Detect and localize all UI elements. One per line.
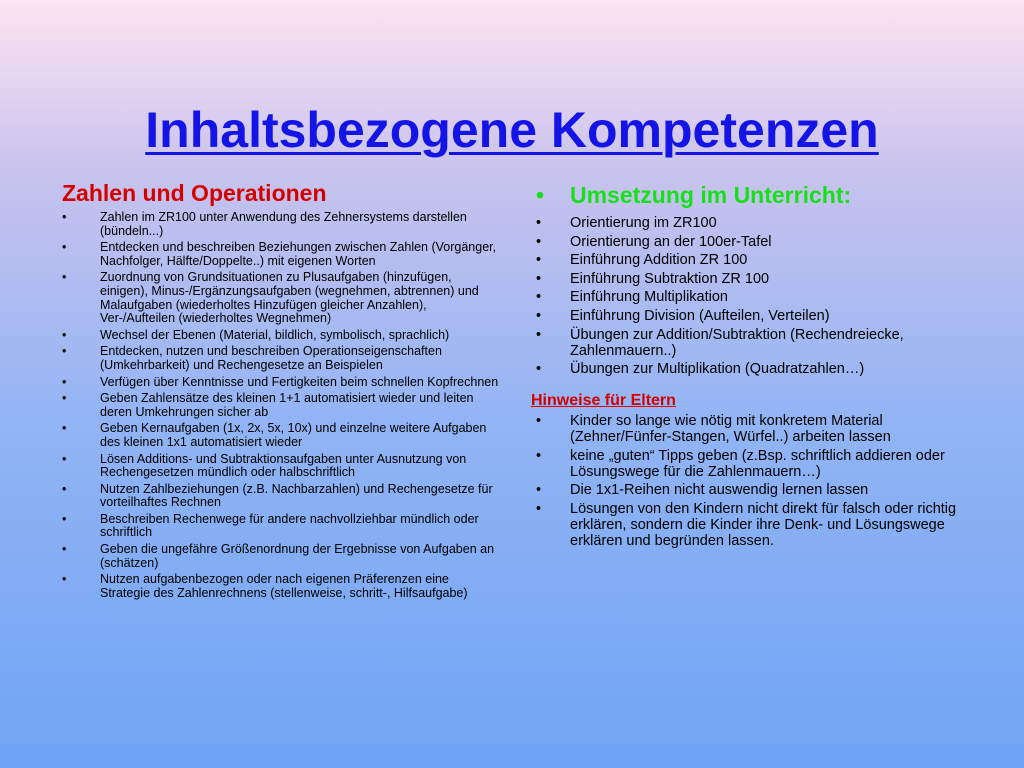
competence-item bbox=[62, 241, 502, 268]
lesson-topic-item bbox=[536, 252, 966, 268]
competence-item bbox=[62, 573, 502, 600]
bullet-icon: • bbox=[536, 233, 542, 250]
lesson-topic-item-text: Übungen zur Multiplikation (Quadratzahlen…) bbox=[570, 361, 865, 378]
lesson-topic-item-text: Übungen zur Addition/Subtraktion (Rechendreiecke, Zahlenmauern..) bbox=[570, 326, 904, 359]
competence-item-text: Lösen Additions- und Subtraktionsaufgaben unter Ausnutzung von Rechengesetzen mündlich oder halbschriftlich bbox=[100, 451, 467, 480]
lesson-topic-item bbox=[536, 234, 966, 250]
competence-item bbox=[62, 422, 502, 449]
parent-hint-item bbox=[536, 448, 966, 480]
parent-hint-item bbox=[536, 501, 966, 549]
lesson-topic-item-text: Einführung Multiplikation bbox=[570, 289, 728, 306]
competence-item bbox=[62, 392, 502, 419]
bullet-icon: • bbox=[62, 572, 67, 587]
competence-item bbox=[62, 376, 502, 390]
bullet-icon: • bbox=[536, 289, 542, 306]
bullet-icon: • bbox=[62, 511, 67, 526]
parent-hints-heading: Hinweise für Eltern bbox=[531, 392, 676, 410]
parent-hint-item-text: Die 1x1-Reihen nicht auswendig lernen lassen bbox=[570, 482, 869, 499]
bullet-icon: • bbox=[62, 210, 67, 224]
slide-title: Inhaltsbezogene Kompetenzen bbox=[145, 101, 879, 158]
lesson-implementation-heading-text: Umsetzung im Unterricht: bbox=[570, 182, 852, 208]
lesson-implementation-heading bbox=[536, 180, 966, 210]
parent-hint-item-text: Kinder so lange wie nötig mit konkretem Material (Zehner/Fünfer-Stangen, Würfel..) arbeiten lassen bbox=[570, 413, 891, 446]
competence-item-text: Zahlen im ZR100 unter Anwendung des Zehnersystems darstellen (bündeln...) bbox=[100, 210, 467, 238]
parent-hints-list bbox=[536, 413, 966, 549]
bullet-icon: • bbox=[536, 361, 542, 378]
lesson-topic-item-text: Orientierung an der 100er-Tafel bbox=[570, 233, 772, 250]
bullet-icon: • bbox=[536, 252, 542, 269]
bullet-icon: • bbox=[62, 344, 67, 359]
competence-item bbox=[62, 513, 502, 540]
competence-item-text: Geben Zahlensätze des kleinen 1+1 automatisiert wieder und leiten deren Umkehrungen sicher ab bbox=[100, 391, 474, 419]
numbers-operations-heading: Zahlen und Operationen bbox=[62, 180, 327, 206]
lesson-topic-item-text: Einführung Addition ZR 100 bbox=[570, 252, 748, 269]
bullet-icon: • bbox=[62, 421, 67, 436]
parent-hint-item-text: Lösungen von den Kindern nicht direkt für falsch oder richtig erklären, sondern die Kinder ihre Denk- und Lösungswege erklären und begründen lassen. bbox=[570, 500, 957, 549]
competence-item-text: Zuordnung von Grundsituationen zu Plusaufgaben (hinzufügen, einigen), Minus-/Ergänzungsaufgaben (wegnehmen, abtrennen) und Malaufgaben (wiederholtes Hinzufügen gleicher Anzahlen), Ver-/Aufteilen (wiederholtes Wegnehmen) bbox=[100, 270, 479, 326]
competence-item-text: Nutzen Zahlbeziehungen (z.B. Nachbarzahlen) und Rechengesetze für vorteilhaftes Rechnen bbox=[100, 481, 493, 510]
bullet-icon: • bbox=[536, 500, 542, 517]
bullet-icon: • bbox=[536, 182, 545, 208]
competence-item bbox=[62, 483, 502, 510]
lesson-topic-item bbox=[536, 289, 966, 305]
lesson-topic-item bbox=[536, 308, 966, 324]
competence-item bbox=[62, 345, 502, 372]
lesson-topic-item bbox=[536, 215, 966, 231]
bullet-icon: • bbox=[62, 240, 67, 255]
bullet-icon: • bbox=[536, 413, 542, 430]
bullet-icon: • bbox=[62, 542, 67, 557]
lesson-topic-item bbox=[536, 271, 966, 287]
parent-hint-item bbox=[536, 482, 966, 498]
competence-item-text: Wechsel der Ebenen (Material, bildlich, symbolisch, sprachlich) bbox=[100, 327, 450, 342]
lesson-topic-item-text: Einführung Subtraktion ZR 100 bbox=[570, 270, 770, 287]
competence-item-text: Geben die ungefähre Größenordnung der Ergebnisse von Aufgaben an (schätzen) bbox=[100, 542, 495, 570]
bullet-icon: • bbox=[62, 391, 67, 406]
competence-item-text: Entdecken und beschreiben Beziehungen zwischen Zahlen (Vorgänger, Nachfolger, Hälfte/Doppelte..) mit eigenen Worten bbox=[100, 240, 497, 268]
bullet-icon: • bbox=[536, 307, 542, 324]
bullet-icon: • bbox=[62, 374, 67, 389]
competence-list bbox=[62, 211, 502, 600]
bullet-icon: • bbox=[536, 215, 542, 231]
right-column bbox=[531, 180, 966, 552]
competence-item bbox=[62, 211, 502, 238]
parent-hint-item bbox=[536, 413, 966, 445]
competence-item-text: Entdecken, nutzen und beschreiben Operationseigenschaften (Umkehrbarkeit) und Rechengesetze an Beispielen bbox=[100, 344, 442, 372]
left-column bbox=[62, 178, 502, 603]
bullet-icon: • bbox=[536, 482, 542, 499]
bullet-icon: • bbox=[536, 447, 542, 464]
bullet-icon: • bbox=[536, 326, 542, 343]
lesson-topic-item bbox=[536, 327, 966, 359]
bullet-icon: • bbox=[62, 270, 67, 285]
bullet-icon: • bbox=[62, 451, 67, 466]
lesson-topic-list bbox=[536, 215, 966, 377]
lesson-topic-item-text: Einführung Division (Aufteilen, Verteilen) bbox=[570, 307, 830, 324]
competence-item-text: Beschreiben Rechenwege für andere nachvollziehbar mündlich oder schriftlich bbox=[100, 511, 479, 540]
competence-item-text: Verfügen über Kenntnisse und Fertigkeiten beim schnellen Kopfrechnen bbox=[100, 374, 499, 389]
parent-hint-item-text: keine „guten“ Tipps geben (z.Bsp. schriftlich addieren oder Lösungswege für die Zahlenmauern…) bbox=[570, 447, 945, 480]
bullet-icon: • bbox=[536, 270, 542, 287]
competence-item bbox=[62, 329, 502, 343]
lesson-topic-item-text: Orientierung im ZR100 bbox=[570, 215, 717, 231]
competence-item bbox=[62, 453, 502, 480]
lesson-topic-item bbox=[536, 361, 966, 377]
competence-item bbox=[62, 271, 502, 325]
competence-item-text: Geben Kernaufgaben (1x, 2x, 5x, 10x) und einzelne weitere Aufgaben des kleinen 1x1 automatisiert wieder bbox=[100, 421, 487, 449]
competence-item bbox=[62, 543, 502, 570]
bullet-icon: • bbox=[62, 327, 67, 342]
bullet-icon: • bbox=[62, 481, 67, 496]
competence-item-text: Nutzen aufgabenbezogen oder nach eigenen Präferenzen eine Strategie des Zahlenrechnens (stellenweise, schritt-, Hilfsaufgabe) bbox=[100, 572, 468, 600]
